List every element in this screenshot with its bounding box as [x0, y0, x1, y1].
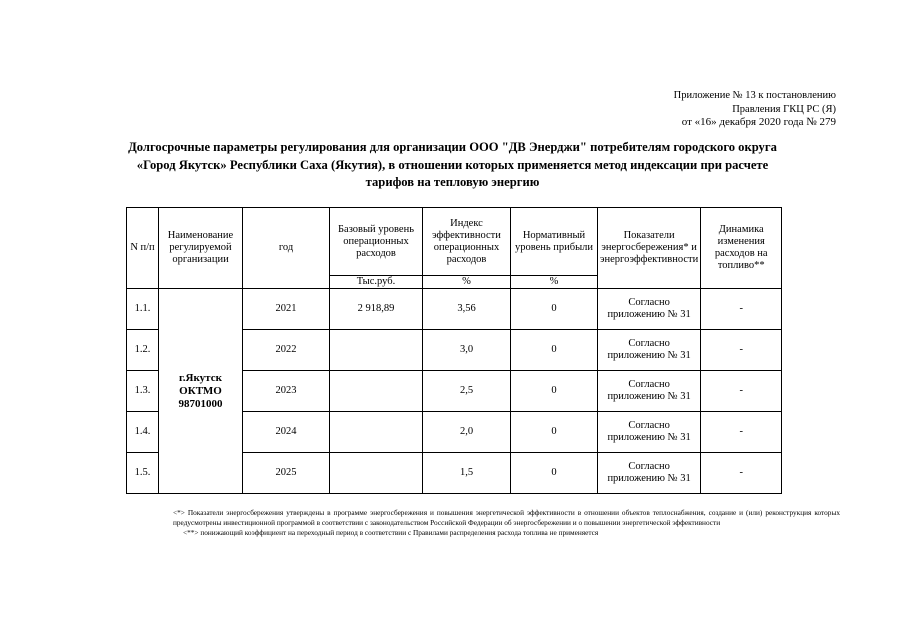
header-energy: Показатели энергосбережения* и энергоэффективности: [598, 208, 701, 289]
cell-num: 1.2.: [127, 330, 159, 371]
footnote-1: <*> Показатели энергосбережения утверждены в программе энергосбережения и повышения энергетической эффективности в отношении объектов теплоснабжения, создание и (или) реконструкция которых предусмотрены инвестиционной программой в соответствии с законодательством Российской Федерации об энергосбережении и о повышении энергетической эффективности: [173, 508, 840, 527]
cell-num: 1.5.: [127, 453, 159, 494]
cell-dyn: -: [701, 412, 782, 453]
cell-dyn: -: [701, 289, 782, 330]
unit-norm: %: [511, 276, 598, 289]
cell-index: 2,5: [423, 371, 511, 412]
cell-base: [330, 371, 423, 412]
cell-num: 1.1.: [127, 289, 159, 330]
cell-norm: 0: [511, 330, 598, 371]
cell-base: [330, 330, 423, 371]
cell-dyn: -: [701, 330, 782, 371]
header-dyn: Динамика изменения расходов на топливо**: [701, 208, 782, 289]
header-row: [127, 208, 782, 276]
cell-energy: Согласно приложению № 31: [598, 412, 701, 453]
header-year: год: [243, 208, 330, 289]
title-line-1: Долгосрочные параметры регулирования для организации ООО "ДВ Энерджи" потребителям городского округа: [128, 140, 777, 154]
header-index: Индекс эффективности операционных расходов: [423, 208, 511, 276]
table-row: [127, 289, 782, 330]
cell-base: [330, 412, 423, 453]
cell-year: 2021: [243, 289, 330, 330]
header-base: Базовый уровень операционных расходов: [330, 208, 423, 276]
parameters-table: [126, 207, 782, 494]
cell-year: 2024: [243, 412, 330, 453]
cell-norm: 0: [511, 289, 598, 330]
header-norm: Нормативный уровень прибыли: [511, 208, 598, 276]
cell-index: 1,5: [423, 453, 511, 494]
footnotes: [173, 508, 840, 537]
cell-num: 1.4.: [127, 412, 159, 453]
region-oktmo-code: 98701000: [178, 397, 223, 410]
cell-norm: 0: [511, 371, 598, 412]
cell-energy: Согласно приложению № 31: [598, 289, 701, 330]
cell-base: 2 918,89: [330, 289, 423, 330]
cell-energy: Согласно приложению № 31: [598, 453, 701, 494]
appendix-line-1: Приложение № 13 к постановлению: [673, 90, 836, 101]
title-line-2: «Город Якутск» Республики Саха (Якутия), в отношении которых применяется метод индексации при расчете: [136, 157, 769, 172]
region-cell: [159, 289, 243, 494]
cell-index: 3,0: [423, 330, 511, 371]
cell-dyn: -: [701, 371, 782, 412]
document-title: [96, 139, 809, 192]
header-num: N п/п: [127, 208, 159, 289]
cell-year: 2023: [243, 371, 330, 412]
cell-base: [330, 453, 423, 494]
appendix-line-2: Правления ГКЦ РС (Я): [732, 103, 836, 115]
cell-norm: 0: [511, 412, 598, 453]
header-org: Наименование регулируемой организации: [159, 208, 243, 289]
cell-year: 2022: [243, 330, 330, 371]
appendix-header: [674, 89, 836, 130]
cell-dyn: -: [701, 453, 782, 494]
title-line-3: тарифов на тепловую энергию: [365, 175, 540, 189]
cell-energy: Согласно приложению № 31: [598, 330, 701, 371]
cell-year: 2025: [243, 453, 330, 494]
unit-index: %: [423, 276, 511, 289]
region-city: г.Якутск: [179, 371, 222, 384]
cell-energy: Согласно приложению № 31: [598, 371, 701, 412]
cell-index: 3,56: [423, 289, 511, 330]
cell-norm: 0: [511, 453, 598, 494]
footnote-2: <**> понижающий коэффициент на переходный период в соответствии с Правилами распределения расхода топлива не применяется: [183, 527, 599, 537]
cell-index: 2,0: [423, 412, 511, 453]
appendix-line-3: от «16» декабря 2020 года № 279: [681, 116, 836, 128]
cell-num: 1.3.: [127, 371, 159, 412]
unit-base: Тыс.руб.: [330, 276, 423, 289]
region-oktmo-label: ОКТМО: [179, 384, 222, 397]
